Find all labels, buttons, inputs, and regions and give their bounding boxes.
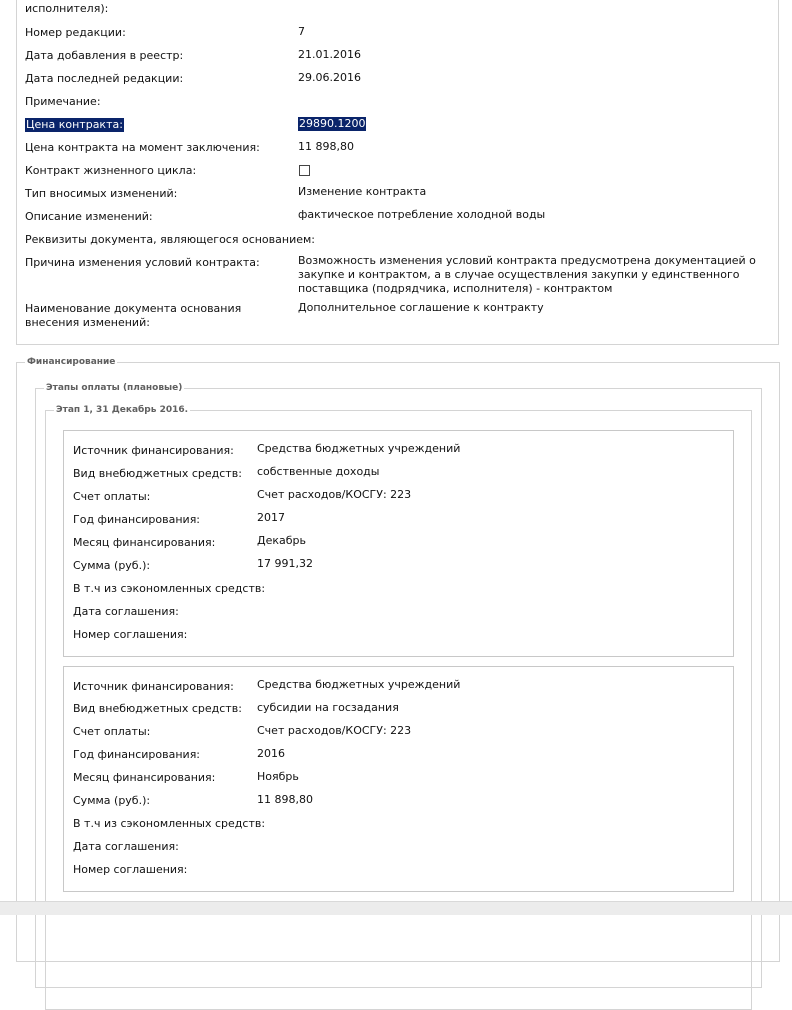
field-label: Сумма (руб.): <box>73 794 151 807</box>
field-value: Возможность изменения условий контракта предусмотрена документацией о закупке и контрактом, а в случае осуществления закупки у единственного поставщика (подрядчика, исполнителя) - контрактом <box>298 254 756 295</box>
field-label: Дата соглашения: <box>73 605 179 618</box>
field-value: субсидии на госзадания <box>257 701 399 714</box>
bottom-scroll-area <box>0 901 792 915</box>
field-value[interactable]: 29890.1200 <box>299 117 366 130</box>
field-value: Счет расходов/КОСГУ: 223 <box>257 488 412 501</box>
field-value: 17 991,32 <box>257 557 313 570</box>
field-label: Цена контракта на момент заключения: <box>25 141 260 154</box>
label-performer-partial: исполнителя): <box>25 2 109 15</box>
field-label: Вид внебюджетных средств: <box>73 467 242 480</box>
field-label: Дата соглашения: <box>73 840 179 853</box>
field-label: Месяц финансирования: <box>73 771 216 784</box>
financing-legend: Финансирование <box>27 357 116 367</box>
field-label: Номер редакции: <box>25 26 126 39</box>
field-value: 21.01.2016 <box>298 48 361 61</box>
field-label: Источник финансирования: <box>73 444 234 457</box>
field-label: Год финансирования: <box>73 748 201 761</box>
field-value: 2017 <box>257 511 285 524</box>
field-label: В т.ч из сэкономленных средств: <box>73 817 266 830</box>
field-label: Дата добавления в реестр: <box>25 49 184 62</box>
field-label: Номер соглашения: <box>73 628 188 641</box>
field-label: Счет оплаты: <box>73 490 151 503</box>
field-value: 11 898,80 <box>257 793 313 806</box>
field-label[interactable]: Цена контракта: <box>26 118 123 131</box>
field-value: Средства бюджетных учреждений <box>257 678 461 691</box>
field-label: Причина изменения условий контракта: <box>25 256 260 269</box>
field-value: 7 <box>298 25 305 38</box>
field-label: Счет оплаты: <box>73 725 151 738</box>
field-value: Ноябрь <box>257 770 299 783</box>
field-label: Месяц финансирования: <box>73 536 216 549</box>
stage-entry-1 <box>63 430 734 657</box>
field-value: Изменение контракта <box>298 185 427 198</box>
field-label: Источник финансирования: <box>73 680 234 693</box>
field-label: Номер соглашения: <box>73 863 188 876</box>
field-value: фактическое потребление холодной воды <box>298 208 546 221</box>
stage-entry-2 <box>63 666 734 892</box>
lifecycle-checkbox[interactable] <box>299 165 310 176</box>
field-label: Сумма (руб.): <box>73 559 151 572</box>
field-value: собственные доходы <box>257 465 380 478</box>
field-value: Счет расходов/КОСГУ: 223 <box>257 724 412 737</box>
payment-stages-legend: Этапы оплаты (плановые) <box>46 383 183 393</box>
stage-1-legend: Этап 1, 31 Декабрь 2016. <box>56 405 189 415</box>
field-label: Год финансирования: <box>73 513 201 526</box>
field-label: Описание изменений: <box>25 210 153 223</box>
field-value: 2016 <box>257 747 285 760</box>
field-value: 11 898,80 <box>298 140 354 153</box>
field-label: Дата последней редакции: <box>25 72 184 85</box>
field-label: В т.ч из сэкономленных средств: <box>73 582 266 595</box>
field-label: Наименование документа основания внесения изменений: <box>25 302 242 329</box>
field-label: Тип вносимых изменений: <box>25 187 178 200</box>
field-label: Вид внебюджетных средств: <box>73 702 242 715</box>
field-value: 29.06.2016 <box>298 71 361 84</box>
field-label: Контракт жизненного цикла: <box>25 164 197 177</box>
field-label: Реквизиты документа, являющегося основанием: <box>25 233 315 246</box>
field-value: Декабрь <box>257 534 306 547</box>
field-value: Дополнительное соглашение к контракту <box>298 301 544 314</box>
field-value: Средства бюджетных учреждений <box>257 442 461 455</box>
field-label: Примечание: <box>25 95 101 108</box>
